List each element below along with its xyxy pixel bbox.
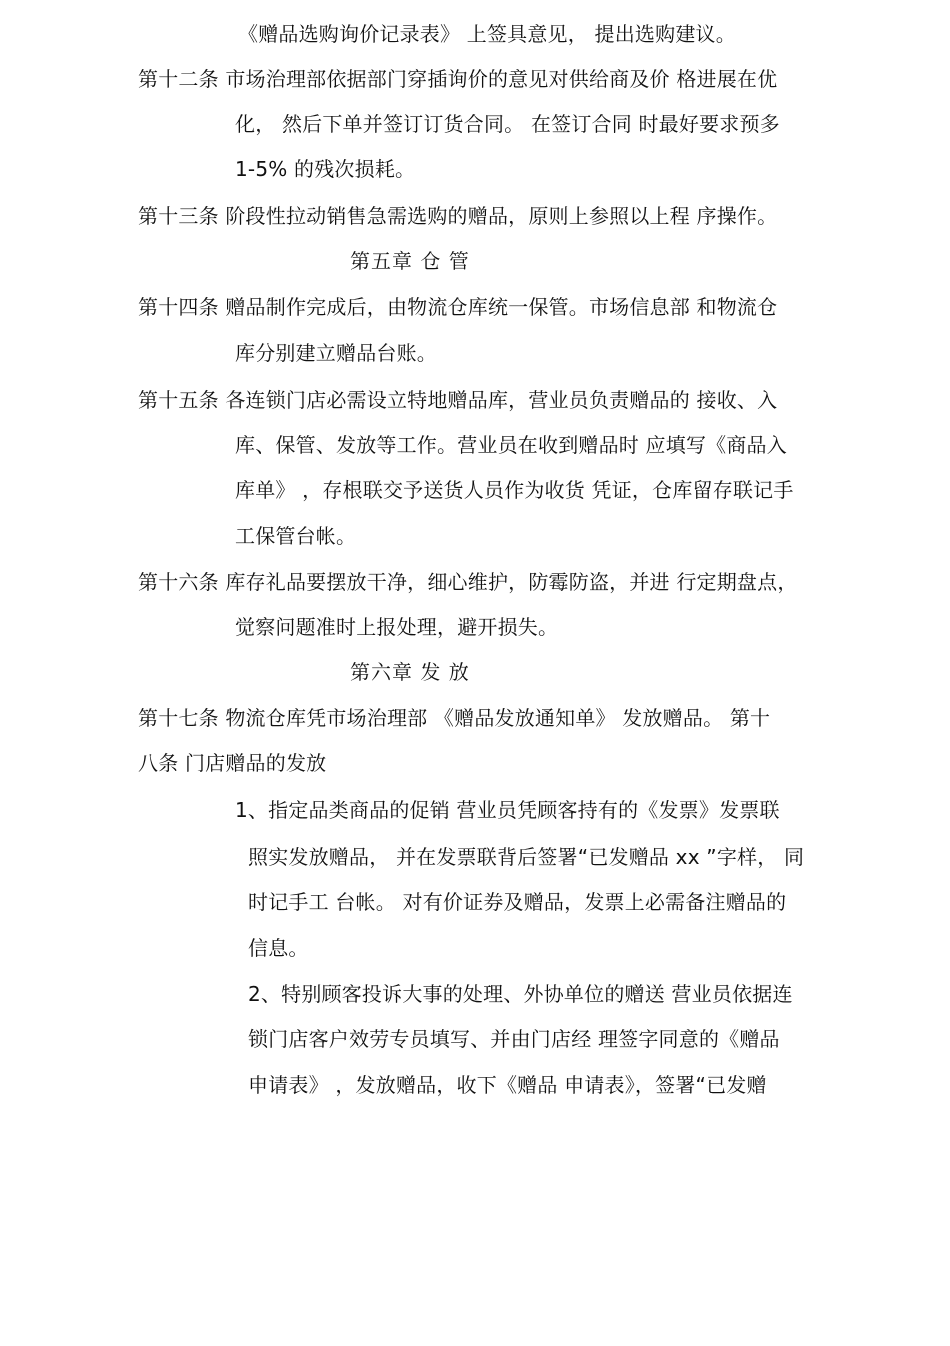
article-13-line: 第十三条 阶段性拉动销售急需选购的赠品，原则上参照以上程 序操作。	[138, 204, 778, 228]
list-item-1-line: 1、指定品类商品的促销 营业员凭顾客持有的《发票》发票联	[235, 798, 780, 822]
text-line: 觉察问题准时上报处理，避开损失。	[235, 615, 559, 639]
article-14-line: 第十四条 赠品制作完成后，由物流仓库统一保管。市场信息部 和物流仓	[138, 295, 778, 319]
article-18-line: 八条 门店赠品的发放	[138, 751, 327, 775]
text-line: 信息。	[248, 936, 309, 960]
chapter-6-heading: 第六章 发 放	[350, 660, 470, 684]
text-line: 《赠品选购询价记录表》 上签具意见， 提出选购建议。	[238, 22, 736, 46]
text-line: 库单》 ，存根联交予送货人员作为收货 凭证，仓库留存联记手	[235, 478, 794, 502]
list-item-2-line: 2、特别顾客投诉大事的处理、外协单位的赠送 营业员依据连	[248, 982, 793, 1006]
text-line: 库、保管、发放等工作。营业员在收到赠品时 应填写《商品入	[235, 433, 787, 457]
text-line: 申请表》 ，发放赠品，收下《赠品 申请表》，签署“已发赠	[248, 1073, 767, 1097]
text-line: 库分别建立赠品台账。	[235, 341, 437, 365]
article-17-line: 第十七条 物流仓库凭市场治理部 《赠品发放通知单》 发放赠品。 第十	[138, 706, 771, 730]
text-line: 锁门店客户效劳专员填写、并由门店经 理签字同意的《赠品	[248, 1027, 780, 1051]
text-line: 照实发放赠品， 并在发票联背后签署“已发赠品 xx ”字样， 同	[248, 845, 805, 869]
article-12-line: 第十二条 市场治理部依据部门穿插询价的意见对供给商及价 格进展在优	[138, 67, 778, 91]
text-line: 时记手工 台帐。 对有价证券及赠品，发票上必需备注赠品的	[248, 890, 787, 914]
article-16-line: 第十六条 库存礼品要摆放干净，细心维护，防霉防盗，并进 行定期盘点，	[138, 570, 798, 594]
text-line: 1-5% 的残次损耗。	[235, 157, 416, 181]
article-15-line: 第十五条 各连锁门店必需设立特地赠品库，营业员负责赠品的 接收、入	[138, 388, 778, 412]
text-line: 工保管台帐。	[235, 524, 357, 548]
text-line: 化， 然后下单并签订订货合同。 在签订合同 时最好要求预多	[235, 112, 780, 136]
chapter-5-heading: 第五章 仓 管	[350, 249, 470, 273]
